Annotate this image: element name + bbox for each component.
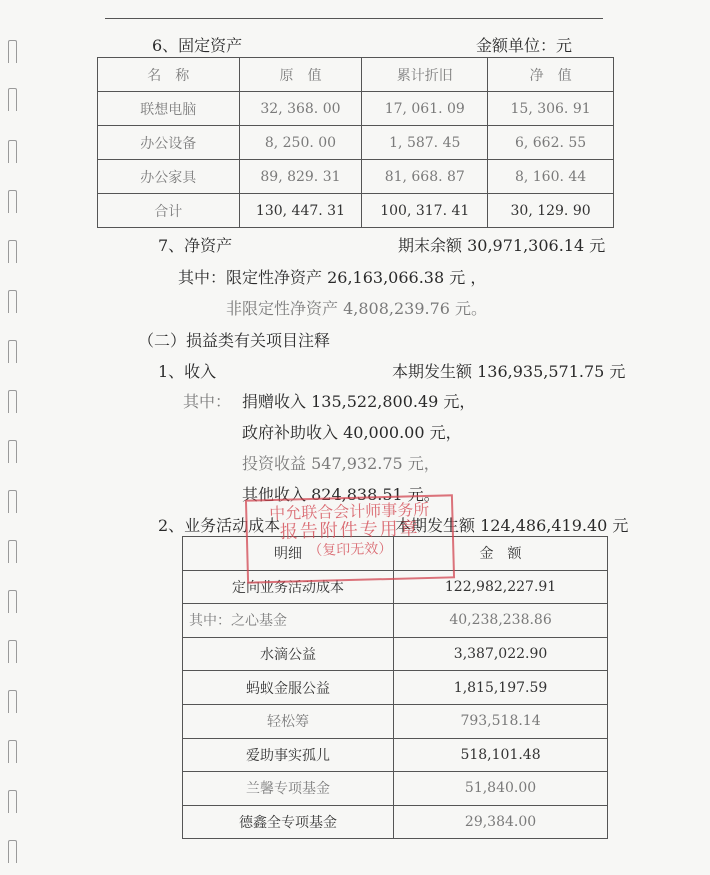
table-row: [98, 160, 614, 194]
cell: 爱助事实孤儿: [183, 738, 394, 772]
unit-label: 金额单位：元: [476, 36, 573, 55]
cell: 81, 668. 87: [362, 160, 488, 194]
binding-hole: [8, 790, 17, 813]
col-name: 名 称: [98, 58, 240, 92]
binding-hole: [8, 140, 17, 163]
cell: 32, 368. 00: [239, 92, 362, 126]
table-row: [183, 738, 608, 772]
cell: 合计: [98, 194, 240, 228]
table-row: [183, 772, 608, 806]
cell: 89, 829. 31: [239, 160, 362, 194]
cell: 轻松筹: [183, 704, 394, 738]
binding-hole: [8, 590, 17, 613]
cell: 8, 160. 44: [488, 160, 614, 194]
col-depreciation: 累计折旧: [362, 58, 488, 92]
table-row: [183, 604, 608, 638]
unrestricted-net-assets: 非限定性净资产 4,808,239.76 元。: [226, 299, 488, 318]
table-row: [183, 805, 608, 839]
binding-hole: [8, 690, 17, 713]
cell: 793,518.14: [394, 704, 608, 738]
cell: 40,238,238.86: [394, 604, 608, 638]
table-total-row: [98, 194, 614, 228]
binding-hole: [8, 840, 17, 863]
table-header-row: [183, 537, 608, 571]
income-item: 其他收入 824,838.51 元。: [242, 485, 440, 504]
business-cost-amount: 本期发生额 124,486,419.40 元: [395, 516, 629, 535]
table-header-row: [98, 58, 614, 92]
income-prefix: 其中：: [183, 392, 232, 411]
cell: 联想电脑: [98, 92, 240, 126]
top-rule: [105, 18, 603, 19]
cell: 29,384.00: [394, 805, 608, 839]
binding-holes: [8, 0, 22, 875]
section-heading: （二）损益类有关项目注释: [138, 331, 331, 350]
cell: 518,101.48: [394, 738, 608, 772]
binding-hole: [8, 88, 17, 111]
cell: 蚂蚁金服公益: [183, 671, 394, 705]
fixed-assets-heading: 6、固定资产: [152, 36, 243, 55]
table-row: [98, 92, 614, 126]
income-heading: 1、收入: [158, 362, 217, 381]
fixed-assets-table: [97, 57, 614, 228]
income-item: 政府补助收入 40,000.00 元，: [242, 423, 462, 442]
cell: 1, 587. 45: [362, 126, 488, 160]
cell: 15, 306. 91: [488, 92, 614, 126]
income-item: 投资收益 547,932.75 元，: [242, 454, 440, 473]
binding-hole: [8, 390, 17, 413]
table-row: [183, 570, 608, 604]
cell: 6, 662. 55: [488, 126, 614, 160]
binding-hole: [8, 740, 17, 763]
cell: 兰馨专项基金: [183, 772, 394, 806]
cell: 办公设备: [98, 126, 240, 160]
cell: 1,815,197.59: [394, 671, 608, 705]
binding-hole: [8, 190, 17, 213]
table-row: [98, 126, 614, 160]
cell: 8, 250. 00: [239, 126, 362, 160]
binding-hole: [8, 340, 17, 363]
net-assets-balance: 期末余额 30,971,306.14 元: [398, 236, 606, 255]
col-net-value: 净 值: [488, 58, 614, 92]
cell: 17, 061. 09: [362, 92, 488, 126]
binding-hole: [8, 490, 17, 513]
stamp-line: （复印无效）: [308, 540, 393, 560]
cell: 德鑫全专项基金: [183, 805, 394, 839]
income-amount: 本期发生额 136,935,571.75 元: [392, 362, 626, 381]
cell: 水滴公益: [183, 637, 394, 671]
cell: 51,840.00: [394, 772, 608, 806]
table-row: [183, 671, 608, 705]
binding-hole: [8, 240, 17, 263]
table-row: [183, 637, 608, 671]
cell: 100, 317. 41: [362, 194, 488, 228]
cell: 3,387,022.90: [394, 637, 608, 671]
restricted-net-assets: 其中：限定性净资产 26,163,066.38 元 ，: [178, 268, 487, 287]
cell: 30, 129. 90: [488, 194, 614, 228]
business-cost-table: [182, 536, 608, 839]
binding-hole: [8, 440, 17, 463]
binding-hole: [8, 540, 17, 563]
income-item: 捐赠收入 135,522,800.49 元，: [242, 392, 476, 411]
cell: 122,982,227.91: [394, 570, 608, 604]
net-assets-heading: 7、净资产: [158, 236, 233, 255]
cell: 办公家具: [98, 160, 240, 194]
table-row: [183, 704, 608, 738]
business-cost-heading: 2、业务活动成本: [158, 516, 281, 535]
cell: 其中：之心基金: [183, 604, 394, 638]
col-detail: 明细: [183, 537, 394, 571]
col-original-value: 原 值: [239, 58, 362, 92]
binding-hole: [8, 40, 17, 63]
col-amount: 金 额: [394, 537, 608, 571]
cell: 130, 447. 31: [239, 194, 362, 228]
stamp-line: 中允联合会计师事务所: [269, 499, 430, 524]
cell: 定向业务活动成本: [183, 570, 394, 604]
binding-hole: [8, 640, 17, 663]
stamp-line: 报告附件专用章: [279, 518, 421, 544]
binding-hole: [8, 290, 17, 313]
